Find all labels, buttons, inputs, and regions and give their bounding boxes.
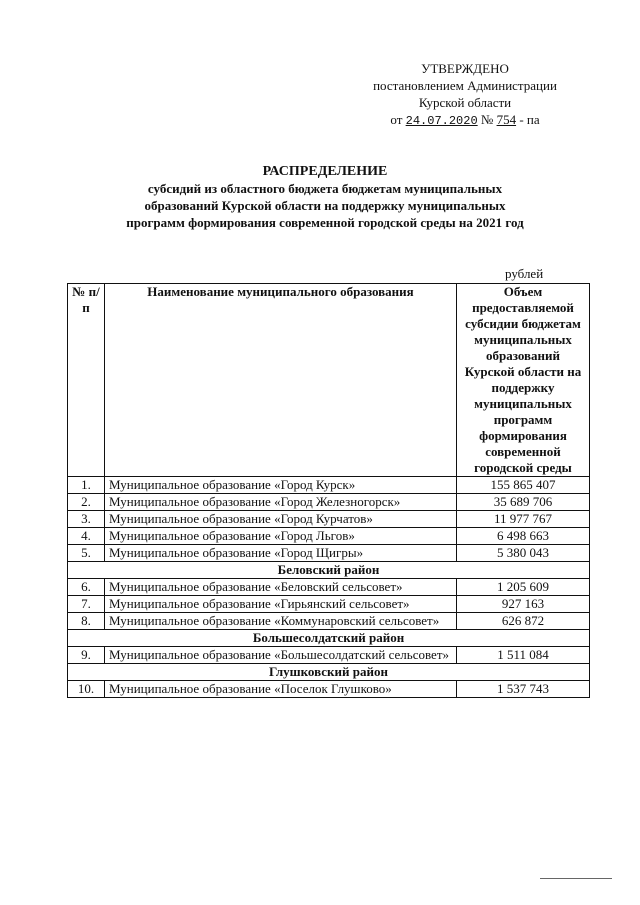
row-amount: 927 163 bbox=[457, 596, 590, 613]
approval-date: 24.07.2020 bbox=[405, 114, 478, 128]
row-amount: 626 872 bbox=[457, 613, 590, 630]
row-amount: 11 977 767 bbox=[457, 511, 590, 528]
row-number: 7. bbox=[68, 596, 105, 613]
approved-by: постановлением Администрации bbox=[373, 78, 557, 93]
approved-label: УТВЕРЖДЕНО bbox=[421, 61, 509, 76]
row-number: 5. bbox=[68, 545, 105, 562]
title-heading: РАСПРЕДЕЛЕНИЕ bbox=[262, 164, 388, 179]
table-row bbox=[68, 579, 590, 596]
region-name: Беловский район bbox=[68, 562, 590, 579]
table-row bbox=[68, 681, 590, 698]
region-name: Большесолдатский район bbox=[68, 630, 590, 647]
header-name: Наименование муниципального образования bbox=[105, 284, 457, 477]
subsidy-table bbox=[67, 283, 590, 698]
row-name: Муниципальное образование «Город Курск» bbox=[105, 477, 457, 494]
row-number: 1. bbox=[68, 477, 105, 494]
row-amount: 1 205 609 bbox=[457, 579, 590, 596]
header-amount: Объем предоставляемой субсидии бюджетам муниципальных образований Курской области на поддержку муниципальных программ формирования современной городской среды bbox=[457, 284, 590, 477]
table-row bbox=[68, 613, 590, 630]
approved-region: Курской области bbox=[418, 95, 512, 110]
row-name: Муниципальное образование «Поселок Глушково» bbox=[105, 681, 457, 698]
region-row bbox=[68, 562, 590, 579]
table-row bbox=[68, 545, 590, 562]
row-amount: 1 511 084 bbox=[457, 647, 590, 664]
region-row bbox=[68, 630, 590, 647]
approval-number: 754 bbox=[496, 112, 517, 127]
row-name: Муниципальное образование «Коммунаровский сельсовет» bbox=[105, 613, 457, 630]
row-number: 9. bbox=[68, 647, 105, 664]
region-row bbox=[68, 664, 590, 681]
row-name: Муниципальное образование «Большесолдатский сельсовет» bbox=[105, 647, 457, 664]
table-row bbox=[68, 647, 590, 664]
document-title bbox=[60, 163, 590, 231]
row-name: Муниципальное образование «Город Щигры» bbox=[105, 545, 457, 562]
table-body bbox=[68, 477, 590, 698]
title-line-1: субсидий из областного бюджета бюджетам муниципальных bbox=[147, 181, 503, 196]
row-name: Муниципальное образование «Город Курчатов» bbox=[105, 511, 457, 528]
row-number: 3. bbox=[68, 511, 105, 528]
row-number: 10. bbox=[68, 681, 105, 698]
row-name: Муниципальное образование «Город Льгов» bbox=[105, 528, 457, 545]
row-amount: 1 537 743 bbox=[457, 681, 590, 698]
title-line-2: образований Курской области на поддержку муниципальных bbox=[144, 198, 506, 213]
table-row bbox=[68, 528, 590, 545]
title-line-3: программ формирования современной городской среды на 2021 год bbox=[126, 215, 524, 230]
table-row bbox=[68, 494, 590, 511]
table-row bbox=[68, 596, 590, 613]
table-row bbox=[68, 477, 590, 494]
row-number: 8. bbox=[68, 613, 105, 630]
row-amount: 6 498 663 bbox=[457, 528, 590, 545]
number-prefix: № bbox=[480, 112, 494, 127]
row-name: Муниципальное образование «Гирьянский сельсовет» bbox=[105, 596, 457, 613]
row-number: 6. bbox=[68, 579, 105, 596]
row-number: 2. bbox=[68, 494, 105, 511]
date-prefix: от bbox=[390, 112, 403, 127]
row-amount: 5 380 043 bbox=[457, 545, 590, 562]
row-name: Муниципальное образование «Город Железногорск» bbox=[105, 494, 457, 511]
table-row bbox=[68, 511, 590, 528]
header-num: № п/п bbox=[68, 284, 105, 477]
footer-rule bbox=[540, 878, 612, 879]
row-number: 4. bbox=[68, 528, 105, 545]
currency-units: рублей bbox=[505, 266, 544, 281]
row-amount: 35 689 706 bbox=[457, 494, 590, 511]
approval-date-line bbox=[340, 111, 590, 130]
row-amount: 155 865 407 bbox=[457, 477, 590, 494]
table-header-row bbox=[68, 284, 590, 477]
number-suffix: - па bbox=[519, 112, 540, 127]
region-name: Глушковский район bbox=[68, 664, 590, 681]
row-name: Муниципальное образование «Беловский сельсовет» bbox=[105, 579, 457, 596]
approval-stamp bbox=[340, 60, 590, 130]
